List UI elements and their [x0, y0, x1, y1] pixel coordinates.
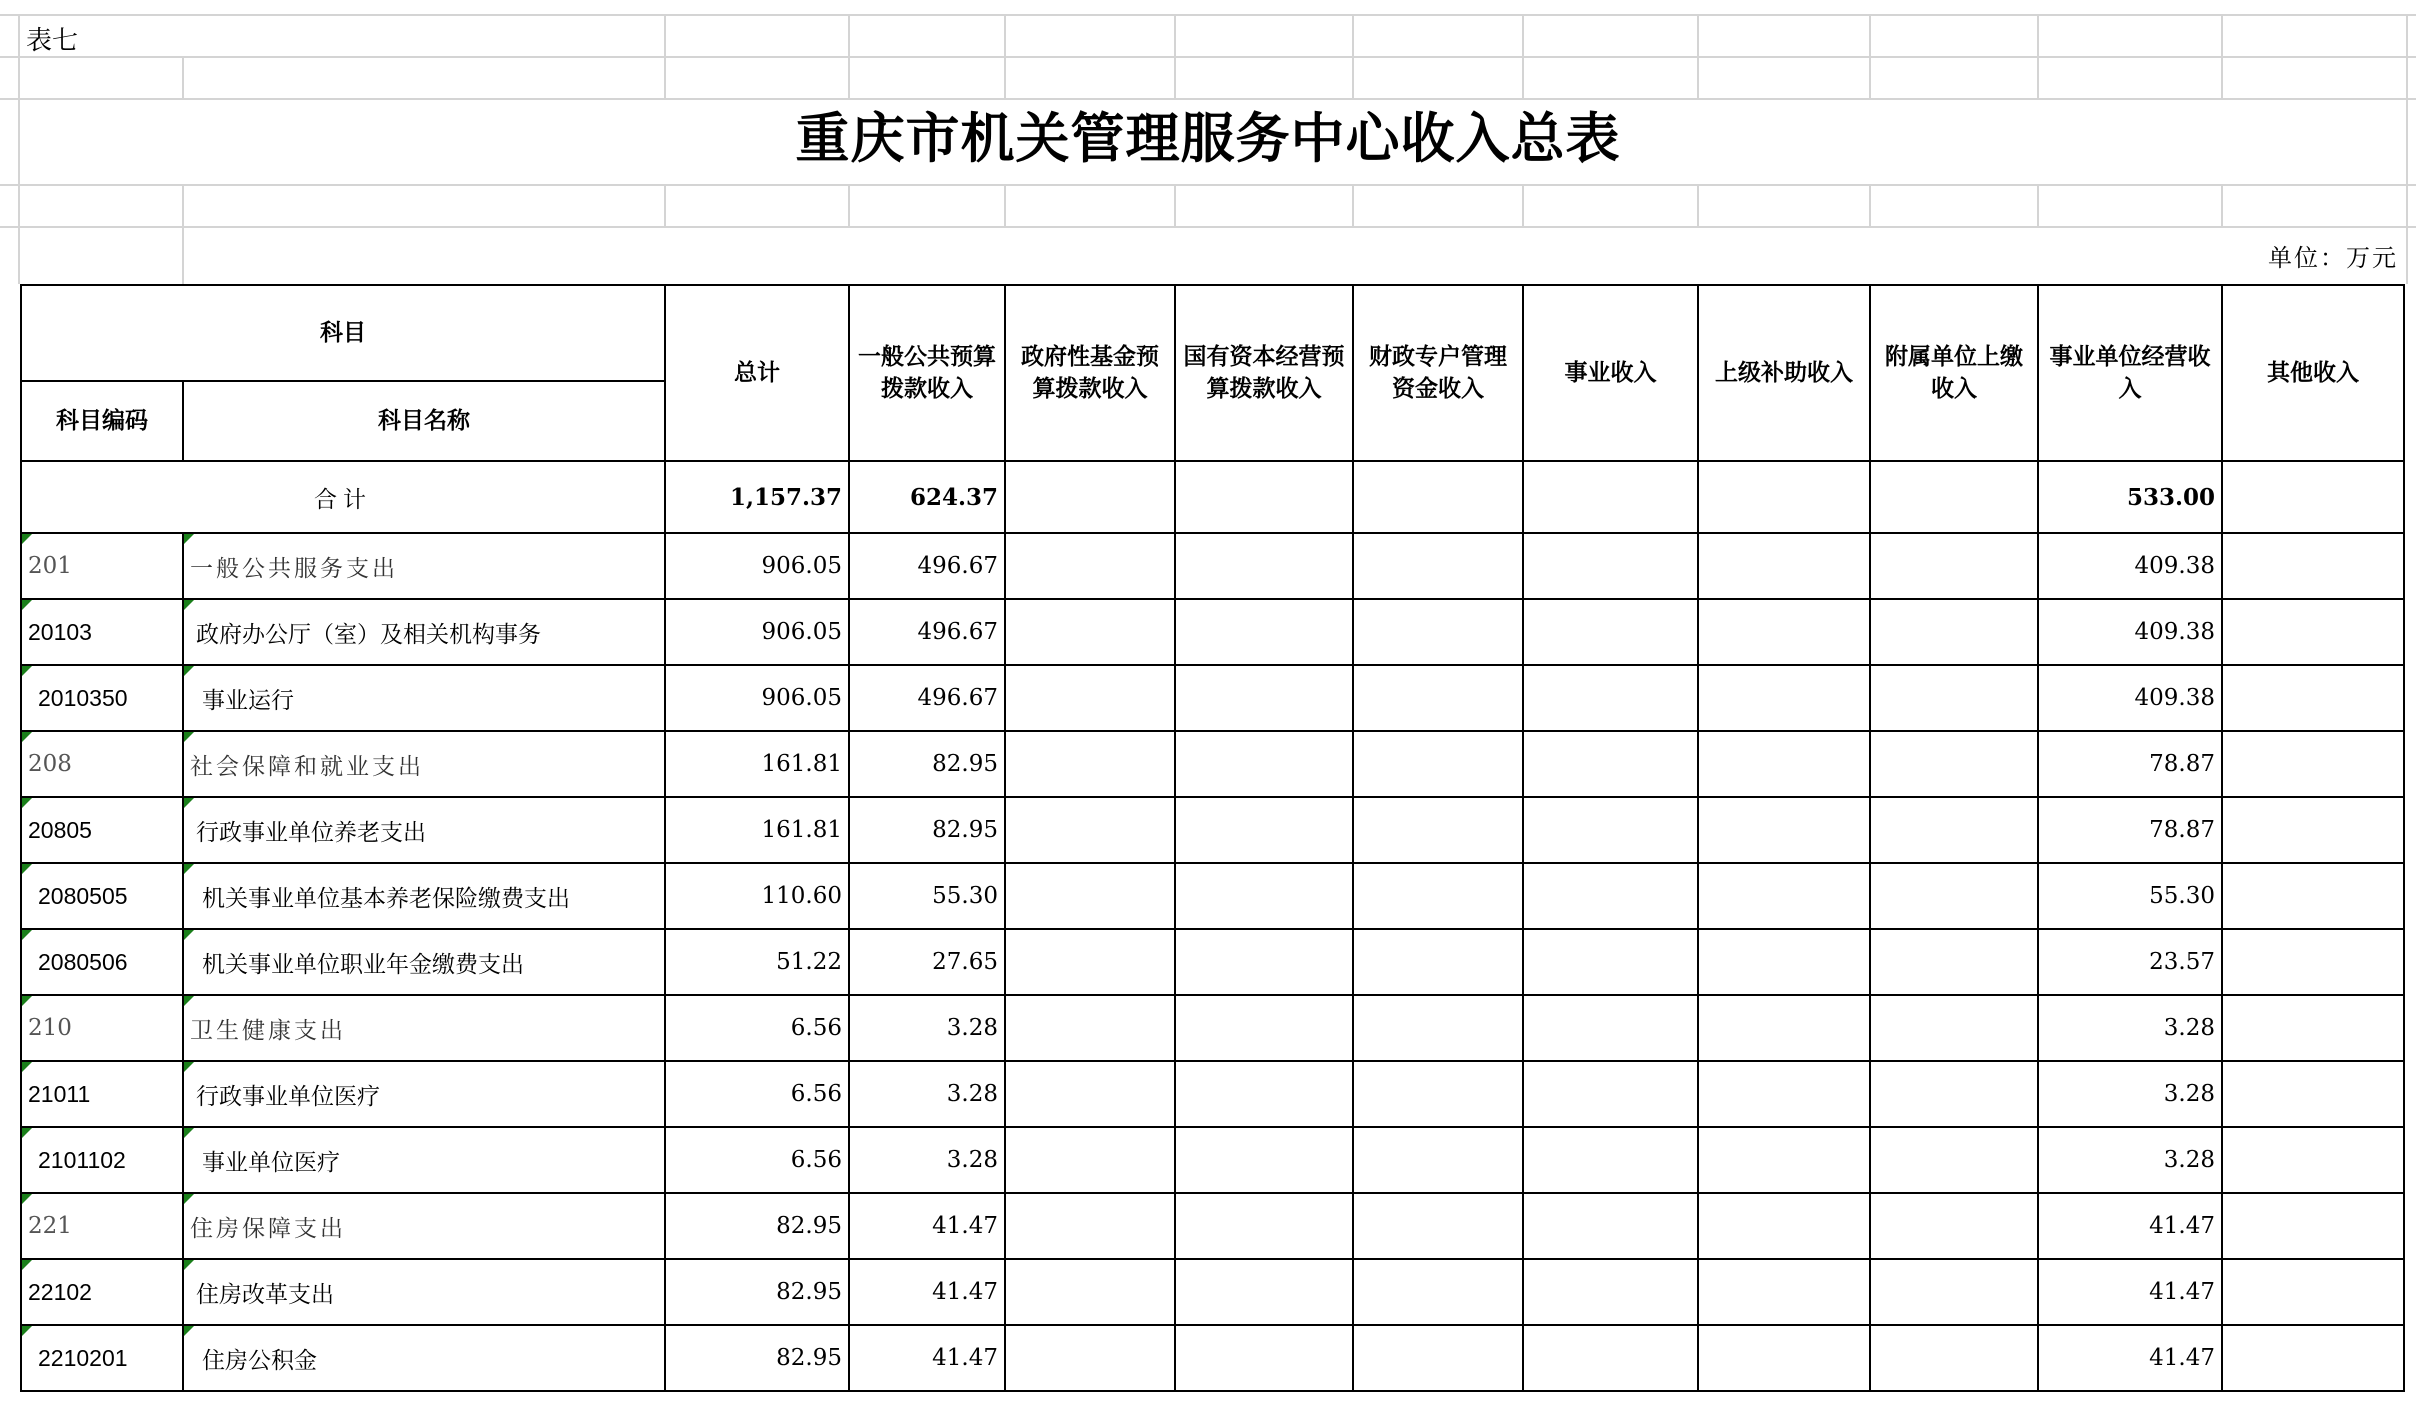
operating-income-cell: 78.87 [2038, 731, 2222, 797]
empty-cell [1353, 1193, 1523, 1259]
grid-line [1697, 14, 1699, 56]
operating-income-cell: 41.47 [2038, 1193, 2222, 1259]
grid-line [2037, 56, 2039, 98]
empty-cell [2222, 1061, 2404, 1127]
grid-line [0, 14, 2416, 16]
operating-income-cell: 409.38 [2038, 665, 2222, 731]
empty-cell [1005, 863, 1175, 929]
table-row [21, 599, 2404, 665]
general-budget-cell: 41.47 [849, 1259, 1005, 1325]
empty-cell [1523, 1061, 1698, 1127]
operating-income-cell: 41.47 [2038, 1325, 2222, 1391]
empty-cell [1698, 1325, 1870, 1391]
empty-cell [1698, 533, 1870, 599]
empty-cell [2222, 533, 2404, 599]
general-budget-cell: 496.67 [849, 665, 1005, 731]
empty-cell [1523, 1193, 1698, 1259]
empty-cell [1175, 863, 1353, 929]
empty-cell [1353, 665, 1523, 731]
header-code: 科目编码 [21, 381, 183, 461]
empty-cell [1523, 731, 1698, 797]
income-table [20, 284, 2405, 1392]
empty-cell [1175, 797, 1353, 863]
empty-cell [1175, 1325, 1353, 1391]
header-gov-fund: 政府性基金预算拨款收入 [1005, 285, 1175, 461]
total-cell: 1,157.37 [665, 461, 849, 533]
empty-cell [1698, 797, 1870, 863]
subject-name-cell: 卫生健康支出 [183, 995, 665, 1061]
empty-cell [1353, 461, 1523, 533]
grid-line [2037, 184, 2039, 226]
empty-cell [1870, 665, 2038, 731]
empty-cell [1353, 929, 1523, 995]
table-row [21, 1061, 2404, 1127]
subject-name-cell: 行政事业单位医疗 [183, 1061, 665, 1127]
total-row [21, 461, 2404, 533]
empty-cell [1870, 1259, 2038, 1325]
grid-line [1522, 56, 1524, 98]
empty-cell [1870, 599, 2038, 665]
header-operating-income: 事业单位经营收入 [2038, 285, 2222, 461]
header-total: 总计 [665, 285, 849, 461]
operating-income-cell: 23.57 [2038, 929, 2222, 995]
empty-cell [1353, 1259, 1523, 1325]
empty-cell [1005, 995, 1175, 1061]
empty-cell [1870, 1061, 2038, 1127]
table-row [21, 731, 2404, 797]
total-label: 合计 [21, 461, 665, 533]
empty-cell [1353, 1061, 1523, 1127]
empty-cell [1523, 863, 1698, 929]
grid-line [848, 56, 850, 98]
empty-cell [1523, 1259, 1698, 1325]
empty-cell [1175, 1061, 1353, 1127]
grid-line [1697, 184, 1699, 226]
grid-line [1174, 14, 1176, 56]
grid-line [1352, 184, 1354, 226]
total-cell: 161.81 [665, 731, 849, 797]
empty-cell [2222, 1325, 2404, 1391]
empty-cell [2222, 929, 2404, 995]
empty-cell [1175, 461, 1353, 533]
general-budget-cell: 3.28 [849, 1127, 1005, 1193]
total-cell: 51.22 [665, 929, 849, 995]
grid-line [182, 56, 184, 98]
grid-line [1004, 14, 1006, 56]
empty-cell [1870, 863, 2038, 929]
grid-line [1522, 14, 1524, 56]
operating-income-cell: 533.00 [2038, 461, 2222, 533]
grid-line [1004, 184, 1006, 226]
header-state-capital: 国有资本经营预算拨款收入 [1175, 285, 1353, 461]
subject-name-cell: 机关事业单位职业年金缴费支出 [183, 929, 665, 995]
subject-name-cell: 政府办公厅（室）及相关机构事务 [183, 599, 665, 665]
subject-name-cell: 事业运行 [183, 665, 665, 731]
unit-label: 单位：万元 [2268, 244, 2398, 272]
general-budget-cell: 82.95 [849, 731, 1005, 797]
subject-code-cell: 21011 [21, 1061, 183, 1127]
subject-code-cell: 22102 [21, 1259, 183, 1325]
operating-income-cell: 55.30 [2038, 863, 2222, 929]
empty-cell [1175, 533, 1353, 599]
general-budget-cell: 496.67 [849, 533, 1005, 599]
subject-name-cell: 机关事业单位基本养老保险缴费支出 [183, 863, 665, 929]
subject-name-cell: 行政事业单位养老支出 [183, 797, 665, 863]
empty-cell [1005, 461, 1175, 533]
empty-cell [2222, 1259, 2404, 1325]
grid-line [2037, 14, 2039, 56]
subject-code-cell: 20805 [21, 797, 183, 863]
empty-cell [1870, 533, 2038, 599]
subject-name-cell: 住房保障支出 [183, 1193, 665, 1259]
empty-cell [1005, 797, 1175, 863]
grid-line [1174, 56, 1176, 98]
table-row [21, 929, 2404, 995]
grid-line [1869, 184, 1871, 226]
empty-cell [1870, 1193, 2038, 1259]
grid-line [2221, 56, 2223, 98]
empty-cell [1698, 1061, 1870, 1127]
general-budget-cell: 41.47 [849, 1325, 1005, 1391]
header-superior-subsidy: 上级补助收入 [1698, 285, 1870, 461]
page-title: 重庆市机关管理服务中心收入总表 [795, 106, 1621, 170]
empty-cell [1698, 731, 1870, 797]
empty-cell [1698, 599, 1870, 665]
table-row [21, 1193, 2404, 1259]
empty-cell [1005, 1325, 1175, 1391]
grid-line [0, 226, 2416, 228]
grid-line [1004, 56, 1006, 98]
empty-cell [1005, 1061, 1175, 1127]
total-cell: 161.81 [665, 797, 849, 863]
grid-line [1174, 184, 1176, 226]
subject-code-cell: 201 [21, 533, 183, 599]
empty-cell [1698, 1127, 1870, 1193]
empty-cell [1870, 731, 2038, 797]
empty-cell [2222, 1127, 2404, 1193]
empty-cell [2222, 731, 2404, 797]
header-affiliated-turnover: 附属单位上缴收入 [1870, 285, 2038, 461]
table-row [21, 863, 2404, 929]
empty-cell [1870, 797, 2038, 863]
total-cell: 6.56 [665, 1061, 849, 1127]
total-cell: 6.56 [665, 995, 849, 1061]
grid-line [0, 184, 2416, 186]
operating-income-cell: 78.87 [2038, 797, 2222, 863]
empty-cell [1005, 665, 1175, 731]
empty-cell [2222, 461, 2404, 533]
grid-line [0, 56, 2416, 58]
header-business-income: 事业收入 [1523, 285, 1698, 461]
empty-cell [1353, 599, 1523, 665]
subject-name-cell: 事业单位医疗 [183, 1127, 665, 1193]
empty-cell [1353, 863, 1523, 929]
empty-cell [1353, 731, 1523, 797]
general-budget-cell: 27.65 [849, 929, 1005, 995]
grid-line [182, 184, 184, 284]
grid-line [1869, 14, 1871, 56]
empty-cell [1523, 797, 1698, 863]
operating-income-cell: 409.38 [2038, 599, 2222, 665]
grid-line [664, 14, 666, 56]
operating-income-cell: 3.28 [2038, 1127, 2222, 1193]
empty-cell [1353, 797, 1523, 863]
subject-code-cell: 2080505 [21, 863, 183, 929]
empty-cell [1698, 995, 1870, 1061]
operating-income-cell: 3.28 [2038, 1061, 2222, 1127]
empty-cell [1353, 1127, 1523, 1193]
general-budget-cell: 3.28 [849, 995, 1005, 1061]
empty-cell [1523, 995, 1698, 1061]
empty-cell [2222, 863, 2404, 929]
header-subject-group: 科目 [21, 285, 665, 381]
table-row [21, 665, 2404, 731]
empty-cell [1005, 1259, 1175, 1325]
header-other-income: 其他收入 [2222, 285, 2404, 461]
empty-cell [1523, 1325, 1698, 1391]
empty-cell [1698, 929, 1870, 995]
header-row [21, 285, 2404, 381]
subject-name-cell: 住房改革支出 [183, 1259, 665, 1325]
subject-code-cell: 2010350 [21, 665, 183, 731]
grid-line [1869, 56, 1871, 98]
empty-cell [2222, 995, 2404, 1061]
empty-cell [2222, 665, 2404, 731]
general-budget-cell: 496.67 [849, 599, 1005, 665]
empty-cell [1005, 1127, 1175, 1193]
table-row [21, 797, 2404, 863]
empty-cell [1175, 1127, 1353, 1193]
subject-code-cell: 20103 [21, 599, 183, 665]
empty-cell [1698, 1259, 1870, 1325]
sheet-label: 表七 [26, 26, 79, 56]
empty-cell [1175, 599, 1353, 665]
operating-income-cell: 41.47 [2038, 1259, 2222, 1325]
empty-cell [1353, 1325, 1523, 1391]
empty-cell [1175, 731, 1353, 797]
empty-cell [1005, 731, 1175, 797]
subject-code-cell: 2101102 [21, 1127, 183, 1193]
empty-cell [1870, 995, 2038, 1061]
empty-cell [1353, 995, 1523, 1061]
total-cell: 906.05 [665, 533, 849, 599]
empty-cell [1698, 461, 1870, 533]
grid-line [2221, 184, 2223, 226]
empty-cell [1523, 599, 1698, 665]
grid-line [848, 184, 850, 226]
general-budget-cell: 624.37 [849, 461, 1005, 533]
operating-income-cell: 3.28 [2038, 995, 2222, 1061]
header-general-budget: 一般公共预算拨款收入 [849, 285, 1005, 461]
empty-cell [1353, 533, 1523, 599]
grid-line [664, 184, 666, 226]
general-budget-cell: 82.95 [849, 797, 1005, 863]
subject-code-cell: 208 [21, 731, 183, 797]
total-cell: 82.95 [665, 1193, 849, 1259]
grid-line [1352, 56, 1354, 98]
subject-code-cell: 221 [21, 1193, 183, 1259]
empty-cell [1523, 1127, 1698, 1193]
subject-code-cell: 2210201 [21, 1325, 183, 1391]
empty-cell [1175, 929, 1353, 995]
empty-cell [1175, 995, 1353, 1061]
empty-cell [1870, 1127, 2038, 1193]
table-row [21, 1325, 2404, 1391]
total-cell: 82.95 [665, 1325, 849, 1391]
total-cell: 110.60 [665, 863, 849, 929]
grid-line [2221, 14, 2223, 56]
table-row [21, 1127, 2404, 1193]
empty-cell [2222, 1193, 2404, 1259]
table-row [21, 1259, 2404, 1325]
empty-cell [1523, 929, 1698, 995]
total-cell: 906.05 [665, 599, 849, 665]
empty-cell [2222, 599, 2404, 665]
subject-name-cell: 一般公共服务支出 [183, 533, 665, 599]
empty-cell [1870, 1325, 2038, 1391]
empty-cell [1005, 599, 1175, 665]
empty-cell [1698, 665, 1870, 731]
grid-line [848, 14, 850, 56]
header-fiscal-account: 财政专户管理资金收入 [1353, 285, 1523, 461]
operating-income-cell: 409.38 [2038, 533, 2222, 599]
empty-cell [1698, 863, 1870, 929]
empty-cell [1175, 1259, 1353, 1325]
subject-code-cell: 210 [21, 995, 183, 1061]
empty-cell [1698, 1193, 1870, 1259]
table-row [21, 995, 2404, 1061]
general-budget-cell: 3.28 [849, 1061, 1005, 1127]
table-row [21, 533, 2404, 599]
empty-cell [1523, 665, 1698, 731]
subject-name-cell: 社会保障和就业支出 [183, 731, 665, 797]
grid-line [1697, 56, 1699, 98]
empty-cell [1005, 533, 1175, 599]
empty-cell [1005, 1193, 1175, 1259]
general-budget-cell: 55.30 [849, 863, 1005, 929]
empty-cell [1523, 461, 1698, 533]
subject-name-cell: 住房公积金 [183, 1325, 665, 1391]
grid-line [1352, 14, 1354, 56]
empty-cell [1523, 533, 1698, 599]
general-budget-cell: 41.47 [849, 1193, 1005, 1259]
total-cell: 82.95 [665, 1259, 849, 1325]
total-cell: 906.05 [665, 665, 849, 731]
empty-cell [2222, 797, 2404, 863]
subject-code-cell: 2080506 [21, 929, 183, 995]
grid-line [1522, 184, 1524, 226]
empty-cell [1005, 929, 1175, 995]
empty-cell [1870, 929, 2038, 995]
empty-cell [1175, 665, 1353, 731]
empty-cell [1870, 461, 2038, 533]
grid-line [664, 56, 666, 98]
header-name: 科目名称 [183, 381, 665, 461]
total-cell: 6.56 [665, 1127, 849, 1193]
empty-cell [1175, 1193, 1353, 1259]
